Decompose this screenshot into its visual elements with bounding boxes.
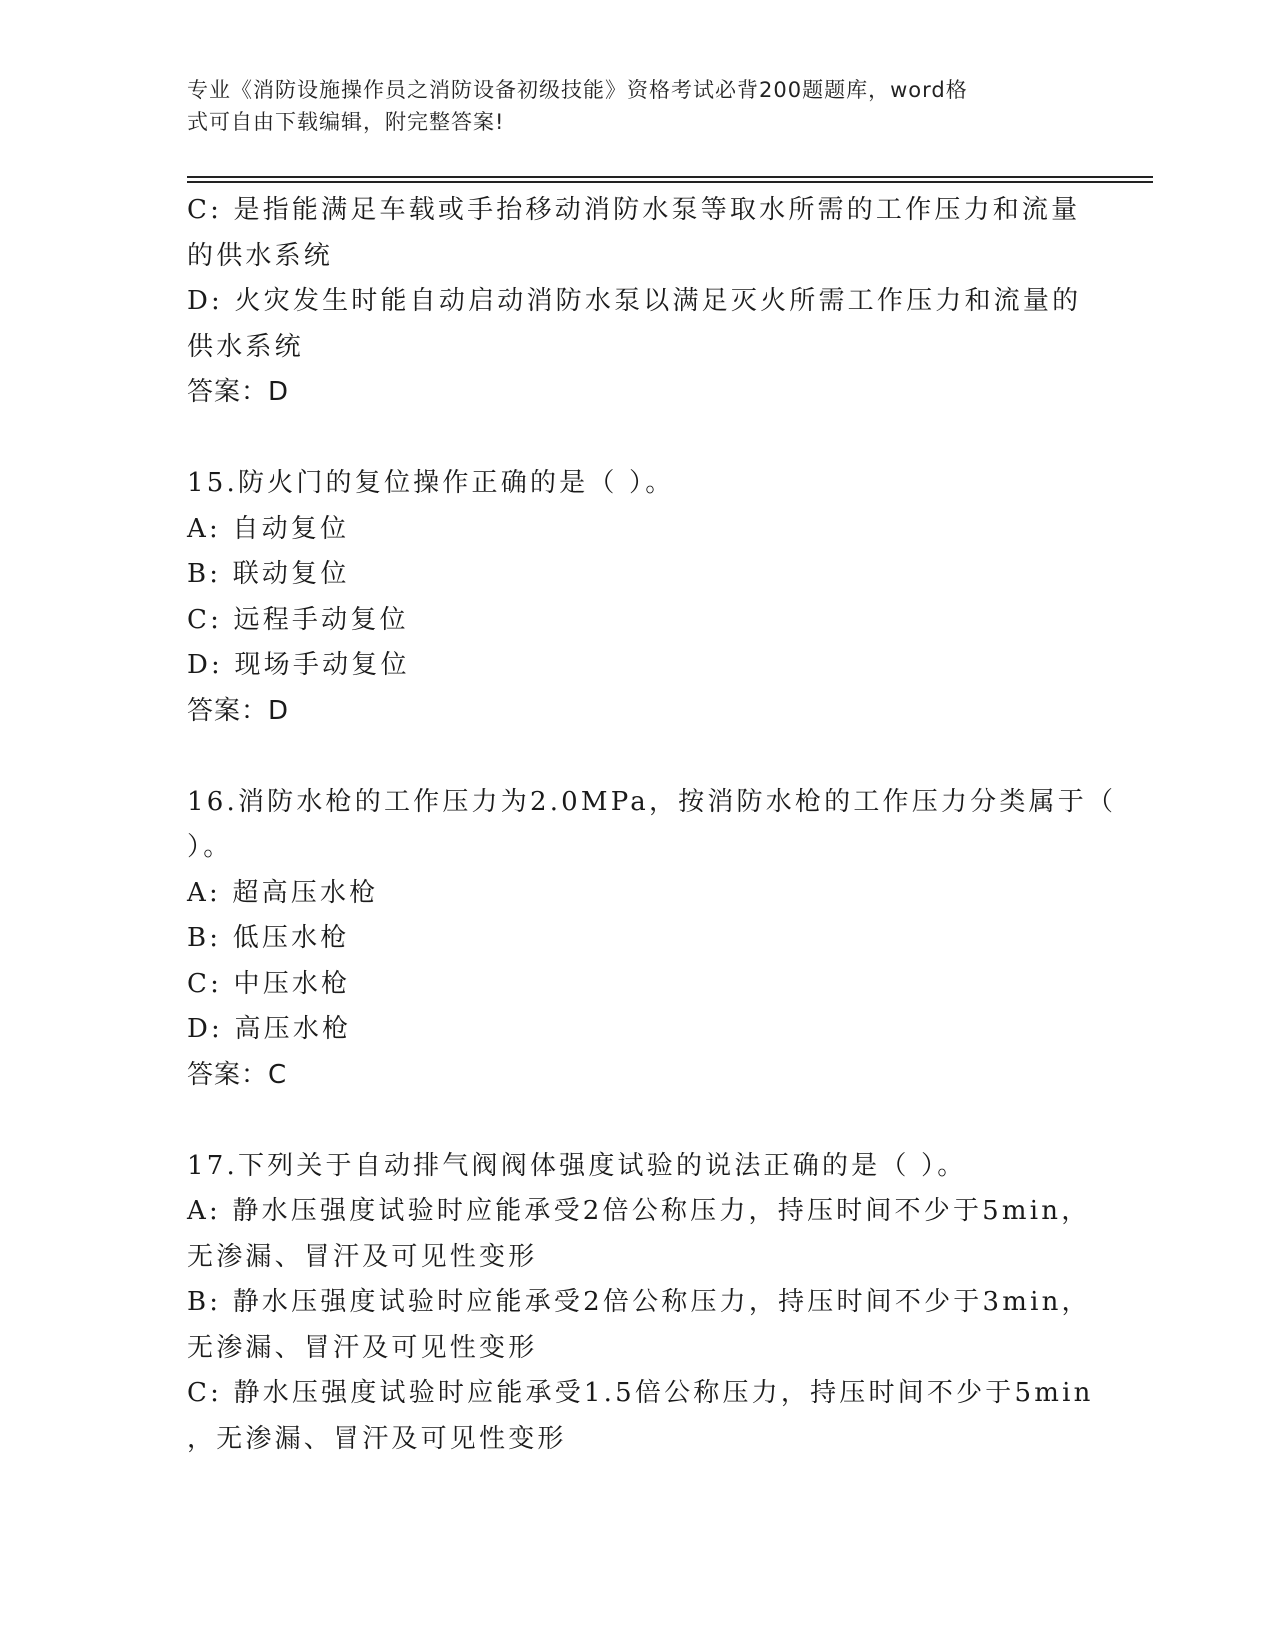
- question-stem: 15.防火门的复位操作正确的是（ ）。: [187, 468, 675, 498]
- option-d-line-1: D: 火灾发生时能自动启动消防水泵以满足灭火所需工作压力和流量的: [187, 286, 1082, 316]
- option-c-line-1: C: 是指能满足车载或手抬移动消防水泵等取水所需的工作压力和流量: [187, 195, 1081, 225]
- spacer: [187, 1098, 1087, 1144]
- answer-line: 答案：D: [187, 695, 290, 726]
- question-stem-line-1: 16.消防水枪的工作压力为2.0MPa，按消防水枪的工作压力分类属于（: [187, 786, 1117, 817]
- option-a-line-1: A: 静水压强度试验时应能承受2倍公称压力，持压时间不少于5min，: [187, 1196, 1091, 1226]
- question-stem: 17.下列关于自动排气阀阀体强度试验的说法正确的是（ ）。: [187, 1150, 967, 1181]
- option-d: D: 高压水枪: [187, 1014, 352, 1044]
- option-a: A: 自动复位: [187, 513, 350, 544]
- option-b-line-2: 无渗漏、冒汗及可见性变形: [187, 1332, 538, 1363]
- option-c-line-1: C: 静水压强度试验时应能承受1.5倍公称压力，持压时间不少于5min: [187, 1378, 1094, 1408]
- option-a-line-2: 无渗漏、冒汗及可见性变形: [187, 1241, 538, 1272]
- answer-line: 答案：C: [187, 1059, 288, 1090]
- spacer: [187, 416, 1087, 462]
- header-title-line-2: 式可自由下载编辑，附完整答案!: [187, 110, 505, 134]
- question-16: [187, 780, 1117, 1099]
- question-stem-line-2: ）。: [187, 832, 233, 862]
- option-c: C: 中压水枪: [187, 968, 351, 999]
- question-17: [187, 1144, 1094, 1463]
- option-c: C: 远程手动复位: [187, 604, 409, 635]
- header-divider-top: [187, 176, 1153, 178]
- option-c-line-2: 的供水系统: [187, 240, 334, 271]
- option-d: D: 现场手动复位: [187, 650, 410, 680]
- option-c-line-2: ，无渗漏、冒汗及可见性变形: [187, 1423, 567, 1454]
- header-title-line-1: 专业《消防设施操作员之消防设备初级技能》资格考试必背200题题库，word格: [187, 78, 968, 102]
- answer-line: 答案：D: [187, 377, 290, 407]
- option-b: B: 低压水枪: [187, 923, 350, 953]
- option-b: B: 联动复位: [187, 559, 350, 589]
- spacer: [187, 734, 1087, 780]
- document-body: [187, 188, 1117, 1462]
- document-header: [187, 74, 1067, 138]
- question-15: [187, 461, 1087, 734]
- option-b-line-1: B: 静水压强度试验时应能承受2倍公称压力，持压时间不少于3min，: [187, 1287, 1091, 1317]
- option-a: A: 超高压水枪: [187, 877, 379, 908]
- carryover-question: [187, 188, 1087, 416]
- header-divider-bottom: [187, 181, 1153, 183]
- option-d-line-2: 供水系统: [187, 331, 304, 362]
